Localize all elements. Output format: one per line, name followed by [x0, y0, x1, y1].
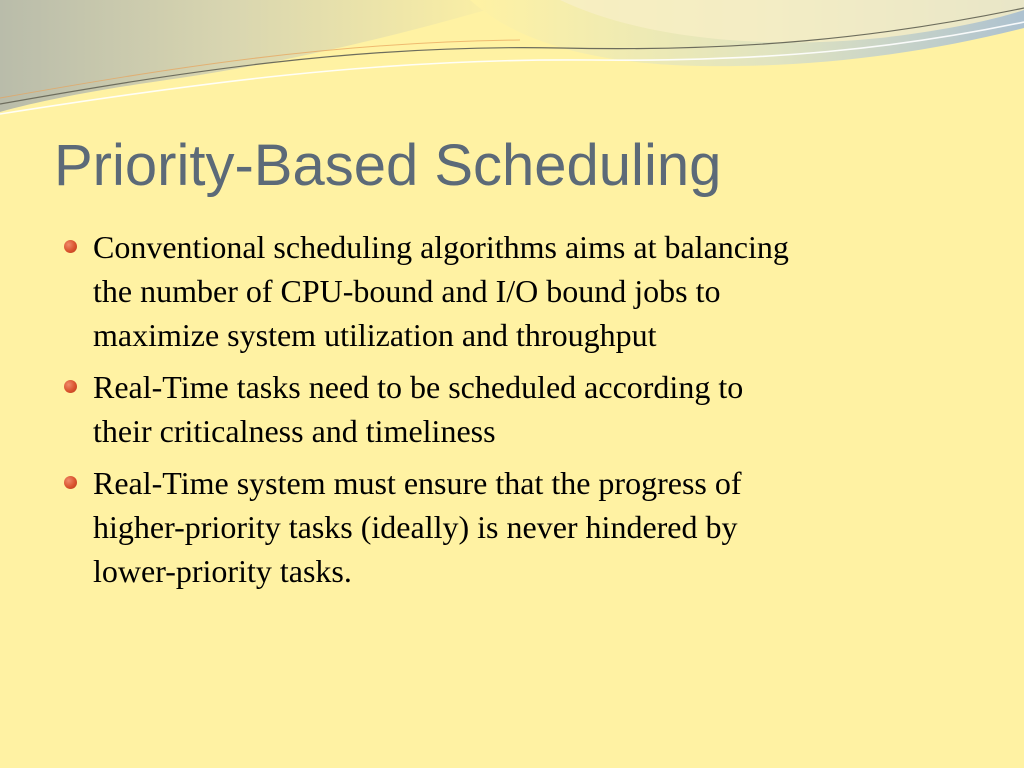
bullet-line: Real-Time tasks need to be scheduled according to — [93, 369, 744, 405]
gray-wave-band — [0, 0, 520, 112]
bullet-line: Real-Time system must ensure that the progress of — [93, 465, 742, 501]
bullet-line: Conventional scheduling algorithms aims at balancing — [93, 229, 789, 265]
bullet-item-2 — [58, 365, 978, 453]
bullet-list — [58, 225, 978, 601]
bullet-line: the number of CPU-bound and I/O bound jobs to — [93, 273, 721, 309]
bullet-line: higher-priority tasks (ideally) is never hindered by — [93, 509, 738, 545]
bullet-line: lower-priority tasks. — [93, 553, 352, 589]
bullet-dot-icon — [64, 476, 77, 489]
bullet-item-3 — [58, 461, 978, 593]
slide-title: Priority-Based Scheduling — [54, 133, 722, 198]
bullet-item-1 — [58, 225, 978, 357]
header-wave-decoration — [0, 0, 1024, 130]
bullet-line: maximize system utilization and throughput — [93, 317, 657, 353]
bullet-line: their criticalness and timeliness — [93, 413, 496, 449]
bullet-dot-icon — [64, 380, 77, 393]
bullet-dot-icon — [64, 240, 77, 253]
